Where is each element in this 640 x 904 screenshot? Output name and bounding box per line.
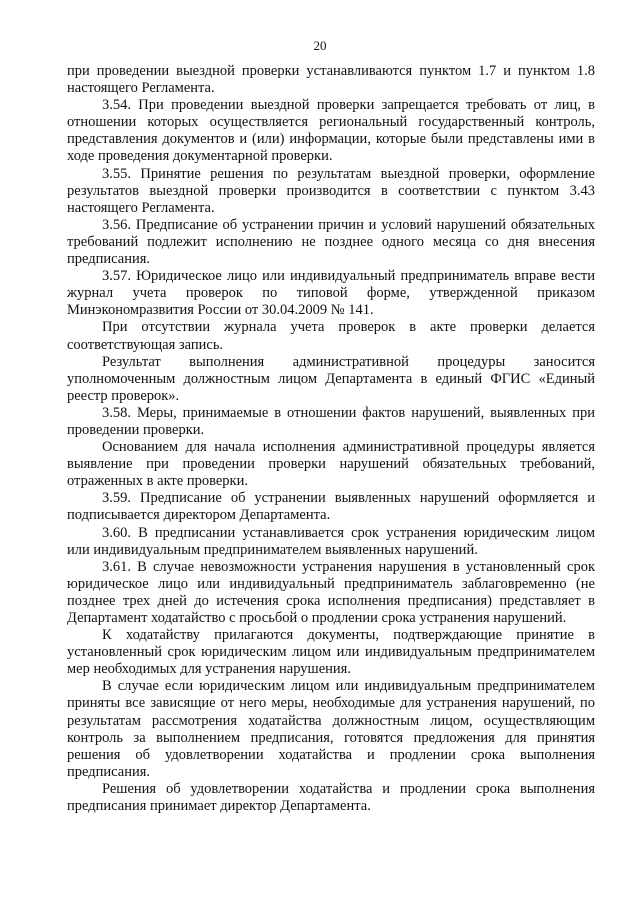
paragraph-3-54: 3.54. При проведении выездной проверки запрещается требовать от лиц, в отношении которых осуществляется региональный государственный контроль, представления документов и (или) информации, которые были представлены ими в ходе проведения документарной проверки.	[67, 97, 595, 165]
paragraph-petition-review: В случае если юридическим лицом или индивидуальным предпринимателем приняты все зависящие от него меры, необходимые для устранения нарушений, по результатам рассмотрения ходатайства должностным лицом, осуществляющим контроль за выполнением предписания, готовятся предложения для принятия решения об удовлетворении ходатайства и продлении срока выполнения предписания.	[67, 678, 595, 780]
paragraph-3-57: 3.57. Юридическое лицо или индивидуальный предприниматель вправе вести журнал учета проверок по типовой форме, утвержденной приказом Минэкономразвития России от 30.04.2009 № 141.	[67, 268, 595, 319]
paragraph-3-55: 3.55. Принятие решения по результатам выездной проверки, оформление результатов выездной проверки производится в соответствии с пунктом 3.43 настоящего Регламента.	[67, 165, 595, 216]
paragraph-3-58: 3.58. Меры, принимаемые в отношении фактов нарушений, выявленных при проведении проверки.	[67, 404, 595, 438]
paragraph-journal-absence: При отсутствии журнала учета проверок в акте проверки делается соответствующая запись.	[67, 319, 595, 353]
paragraph-3-56: 3.56. Предписание об устранении причин и условий нарушений обязательных требований подлежит исполнению не позднее одного месяца со дня внесения предписания.	[67, 216, 595, 268]
paragraph-3-61: 3.61. В случае невозможности устранения нарушения в установленный срок юридическое лицо или индивидуальный предприниматель заблаговременно (не позднее трех дней до истечения срока исполнения предписания) представляет в Департамент ходатайство с просьбой о продлении срока устранения нарушений.	[67, 558, 595, 626]
paragraph-3-60: 3.60. В предписании устанавливается срок устранения юридическим лицом или индивидуальным предпринимателем выявленных нарушений.	[67, 524, 595, 558]
paragraph-decision: Решения об удовлетворении ходатайства и продлении срока выполнения предписания принимает директор Департамента.	[67, 780, 595, 815]
page-number: 20	[313, 38, 327, 53]
document-body	[67, 63, 595, 815]
paragraph-3-59: 3.59. Предписание об устранении выявленных нарушений оформляется и подписывается директором Департамента.	[67, 490, 595, 524]
paragraph-continuation: при проведении выездной проверки устанавливаются пунктом 1.7 и пунктом 1.8 настоящего Регламента.	[67, 63, 595, 97]
paragraph-procedure-result: Результат выполнения административной процедуры заносится уполномоченным должностным лицом Департамента в единый ФГИС «Единый реестр проверок».	[67, 353, 595, 404]
paragraph-procedure-basis: Основанием для начала исполнения административной процедуры является выявление при проведении проверки нарушений обязательных требований, отраженных в акте проверки.	[67, 439, 595, 490]
paragraph-petition-documents: К ходатайству прилагаются документы, подтверждающие принятие в установленный срок юридическим лицом или индивидуальным предпринимателем мер необходимых для устранения нарушения.	[67, 627, 595, 678]
